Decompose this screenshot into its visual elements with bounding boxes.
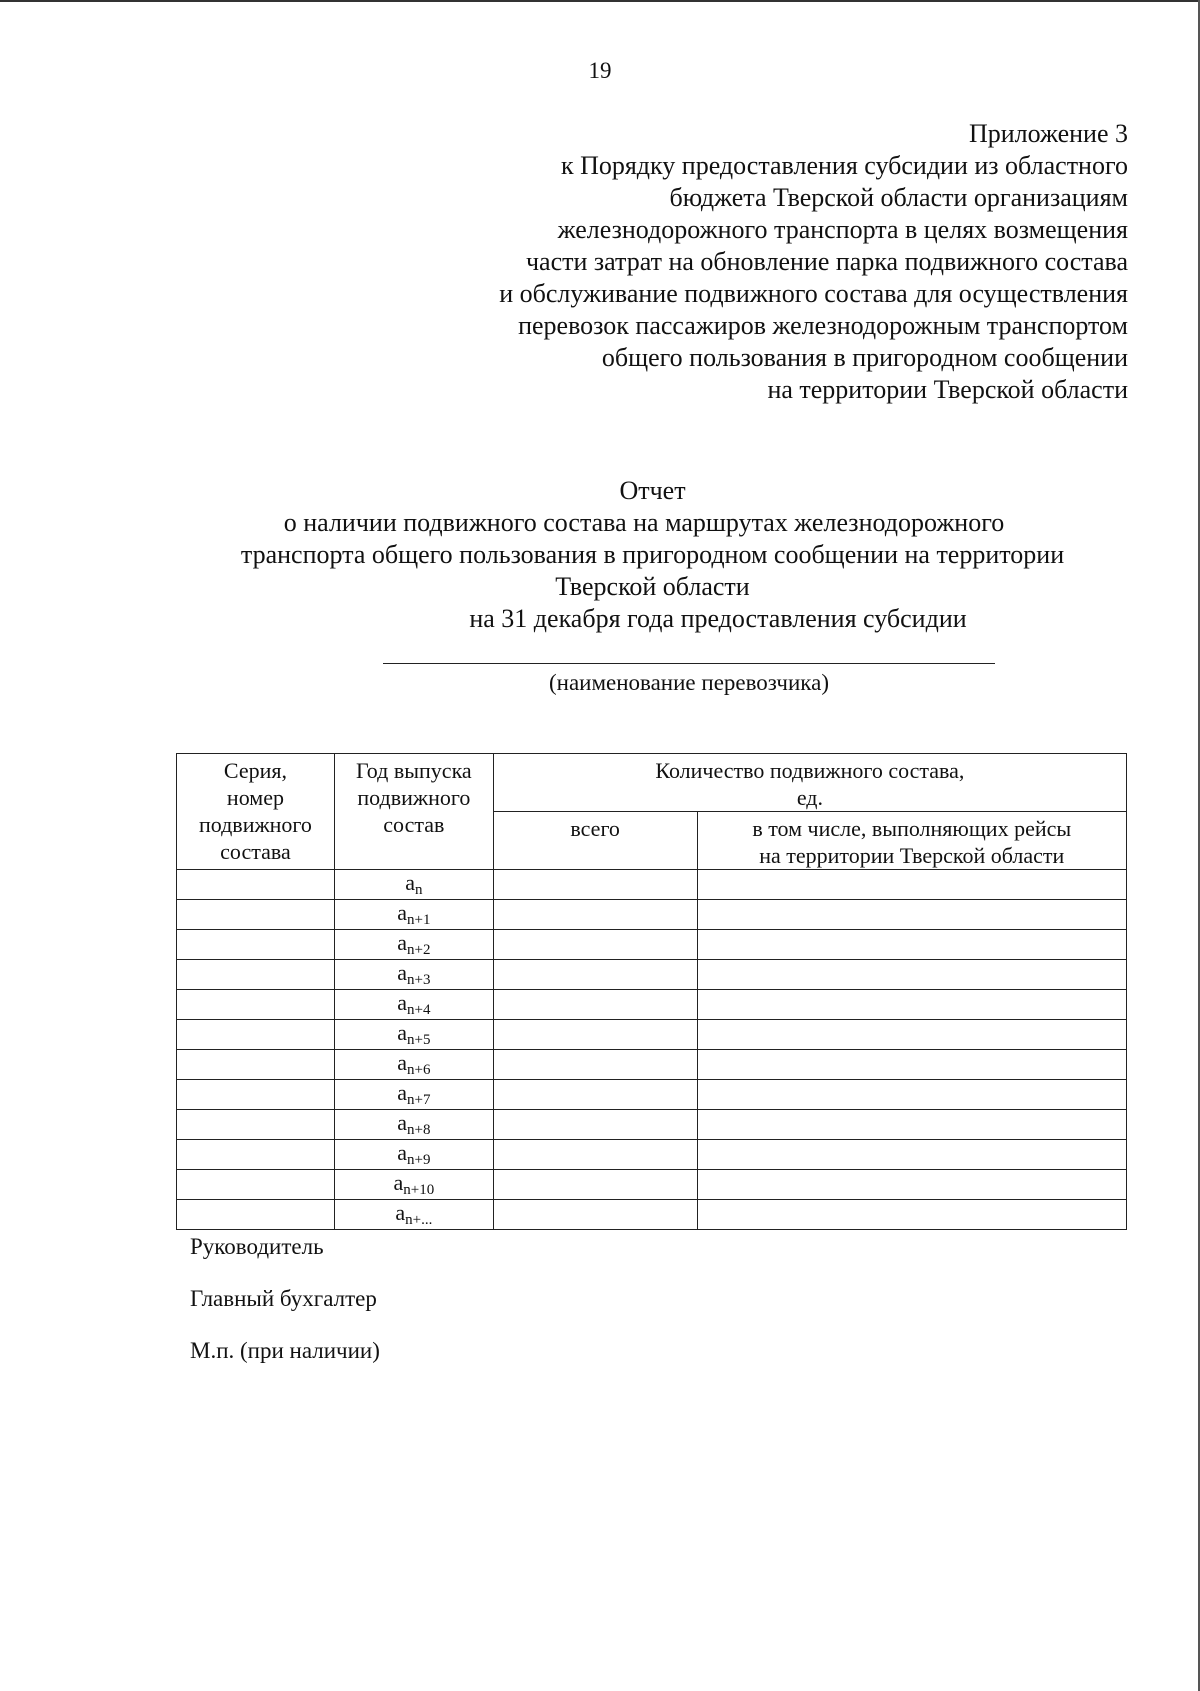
year-base: a <box>397 1050 407 1075</box>
table-header-row <box>177 754 1127 812</box>
appendix-line: общего пользования в пригородном сообщении <box>601 343 1128 372</box>
year-subscript: n+10 <box>403 1182 435 1198</box>
table-row <box>177 1080 1127 1110</box>
including-cell <box>697 1020 1126 1050</box>
report-subtitle-line: транспорта общего пользования в пригородном сообщении на территории <box>240 540 1065 569</box>
signature-seal: М.п. (при наличии) <box>190 1338 380 1363</box>
including-cell <box>697 1050 1126 1080</box>
appendix-line: и обслуживание подвижного состава для осуществления <box>499 279 1128 308</box>
year-cell <box>334 1080 493 1110</box>
series-cell <box>177 990 335 1020</box>
year-subscript: n+8 <box>407 1122 431 1138</box>
including-cell <box>697 1200 1126 1230</box>
appendix-block <box>499 118 1128 406</box>
year-cell <box>334 1020 493 1050</box>
series-cell <box>177 1080 335 1110</box>
year-subscript: n+6 <box>407 1062 431 1078</box>
series-cell <box>177 960 335 990</box>
total-cell <box>493 1110 697 1140</box>
year-base: a <box>397 960 407 985</box>
series-cell <box>177 870 335 900</box>
table-row <box>177 1050 1127 1080</box>
year-base: a <box>397 1080 407 1105</box>
appendix-line: части затрат на обновление парка подвижного состава <box>525 247 1128 276</box>
rolling-stock-table <box>176 753 1127 1230</box>
year-cell <box>334 960 493 990</box>
series-cell <box>177 1110 335 1140</box>
including-cell <box>697 900 1126 930</box>
year-cell <box>334 900 493 930</box>
report-title: Отчет <box>619 476 686 505</box>
including-cell <box>697 1140 1126 1170</box>
including-cell <box>697 930 1126 960</box>
total-cell <box>493 870 697 900</box>
table-row <box>177 1020 1127 1050</box>
appendix-line: бюджета Тверской области организациям <box>669 183 1128 212</box>
appendix-line: Приложение 3 <box>968 119 1128 148</box>
appendix-line: перевозок пассажиров железнодорожным транспортом <box>518 311 1128 340</box>
year-subscript: n+3 <box>407 972 431 988</box>
series-cell <box>177 930 335 960</box>
signature-chief-accountant: Главный бухгалтер <box>190 1286 377 1311</box>
year-subscript: n+7 <box>407 1092 431 1108</box>
year-base: a <box>395 1200 406 1225</box>
table-row <box>177 960 1127 990</box>
year-base: a <box>397 930 407 955</box>
table-row <box>177 900 1127 930</box>
total-cell <box>493 900 697 930</box>
table-row <box>177 870 1127 900</box>
appendix-line: железнодорожного транспорта в целях возмещения <box>557 215 1128 244</box>
year-cell <box>334 1050 493 1080</box>
year-base: a <box>405 870 415 895</box>
header-quantity: Количество подвижного состава, ед. <box>493 754 1126 812</box>
carrier-name-underline <box>383 663 995 664</box>
report-subtitle-line: о наличии подвижного состава на маршрутах железнодорожного <box>283 508 1005 537</box>
year-subscript: n+1 <box>407 912 431 928</box>
page-number: 19 <box>588 58 612 83</box>
appendix-line: на территории Тверской области <box>767 375 1128 404</box>
series-cell <box>177 1020 335 1050</box>
including-cell <box>697 1110 1126 1140</box>
year-base: a <box>397 1140 407 1165</box>
year-base: a <box>397 1110 407 1135</box>
year-subscript: n+5 <box>407 1032 431 1048</box>
year-cell <box>334 990 493 1020</box>
series-cell <box>177 900 335 930</box>
appendix-line: к Порядку предоставления субсидии из областного <box>560 151 1128 180</box>
year-subscript: n+9 <box>407 1152 431 1168</box>
report-subtitle-line: Тверской области <box>555 572 750 601</box>
year-base: a <box>393 1170 404 1195</box>
including-cell <box>697 1170 1126 1200</box>
year-base: a <box>397 900 407 925</box>
including-cell <box>697 960 1126 990</box>
page-top-edge <box>0 0 1200 2</box>
total-cell <box>493 1020 697 1050</box>
table-row <box>177 930 1127 960</box>
total-cell <box>493 1080 697 1110</box>
total-cell <box>493 930 697 960</box>
year-cell <box>334 870 493 900</box>
table-row <box>177 1170 1127 1200</box>
year-cell <box>334 1200 493 1230</box>
including-cell <box>697 1080 1126 1110</box>
total-cell <box>493 990 697 1020</box>
including-cell <box>697 870 1126 900</box>
report-date-line: на 31 декабря года предоставления субсидии <box>469 604 967 633</box>
carrier-caption: (наименование перевозчика) <box>548 670 830 695</box>
year-subscript: n <box>414 882 423 898</box>
total-cell <box>493 1140 697 1170</box>
year-cell <box>334 1170 493 1200</box>
total-cell <box>493 1050 697 1080</box>
year-cell <box>334 1140 493 1170</box>
header-year: Год выпуска подвижного состав <box>334 754 493 870</box>
header-including: в том числе, выполняющих рейсы на территории Тверской области <box>697 812 1126 870</box>
signature-head: Руководитель <box>190 1234 324 1259</box>
year-base: a <box>397 990 407 1015</box>
header-series: Серия, номер подвижного состава <box>177 754 335 870</box>
year-cell <box>334 1110 493 1140</box>
total-cell <box>493 1170 697 1200</box>
total-cell <box>493 1200 697 1230</box>
table-row <box>177 1200 1127 1230</box>
year-subscript: n+2 <box>407 942 431 958</box>
series-cell <box>177 1170 335 1200</box>
table-row <box>177 1140 1127 1170</box>
including-cell <box>697 990 1126 1020</box>
series-cell <box>177 1200 335 1230</box>
year-subscript: n+4 <box>407 1002 431 1018</box>
header-total: всего <box>493 812 697 870</box>
total-cell <box>493 960 697 990</box>
series-cell <box>177 1140 335 1170</box>
table-row <box>177 1110 1127 1140</box>
table-row <box>177 990 1127 1020</box>
year-base: a <box>397 1020 407 1045</box>
year-cell <box>334 930 493 960</box>
series-cell <box>177 1050 335 1080</box>
year-subscript: n+... <box>405 1212 433 1228</box>
